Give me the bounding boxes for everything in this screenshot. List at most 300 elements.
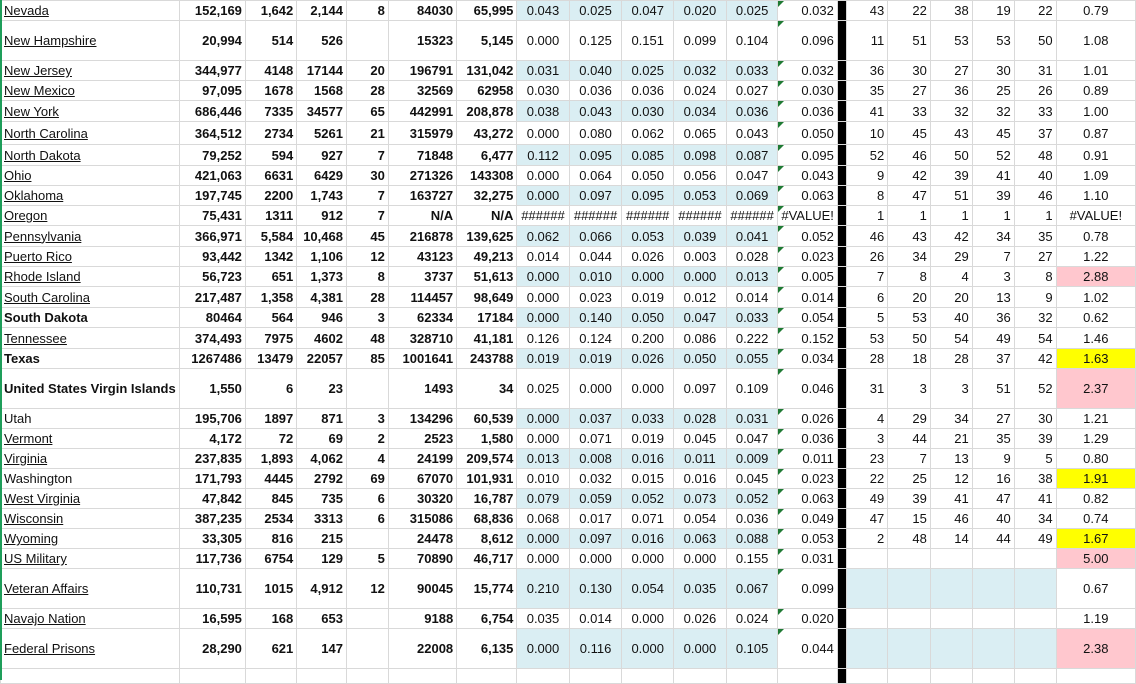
count-cell-3[interactable]: 526 — [297, 21, 347, 61]
count-cell-1[interactable]: 171,793 — [179, 469, 245, 489]
jurisdiction-cell[interactable] — [1, 226, 180, 247]
average-rate-cell[interactable] — [778, 247, 838, 267]
rank-cell-2[interactable] — [888, 549, 931, 569]
rate-cell-1[interactable]: 0.112 — [517, 145, 569, 166]
rank-cell-2[interactable]: 18 — [888, 349, 931, 369]
rank-cell-5[interactable]: 27 — [1014, 247, 1056, 267]
jurisdiction-link[interactable]: Tennessee — [4, 330, 67, 346]
count-cell-4[interactable]: 6 — [346, 489, 388, 509]
count-cell-2[interactable]: 2200 — [245, 186, 296, 206]
count-cell-5[interactable]: 114457 — [388, 287, 456, 308]
rate-cell-3[interactable]: 0.033 — [622, 409, 674, 429]
rank-cell-1[interactable]: 9 — [846, 166, 887, 186]
count-cell-3[interactable]: 4,062 — [297, 449, 347, 469]
rank-cell-4[interactable]: 41 — [972, 166, 1014, 186]
count-cell-5[interactable]: 442991 — [388, 101, 456, 122]
count-cell-4[interactable] — [346, 629, 388, 669]
rate-cell-5[interactable]: 0.041 — [726, 226, 778, 247]
rate-cell-1[interactable]: 0.025 — [517, 369, 569, 409]
count-cell-2[interactable]: 4148 — [245, 61, 296, 81]
rank-cell-3[interactable]: 4 — [930, 267, 972, 287]
rank-cell-5[interactable] — [1014, 669, 1056, 684]
rank-cell-1[interactable] — [846, 669, 887, 684]
rank-cell-4[interactable]: 13 — [972, 287, 1014, 308]
error-indicator-icon[interactable] — [778, 629, 784, 635]
rank-cell-2[interactable]: 50 — [888, 328, 931, 349]
rate-cell-3[interactable]: 0.019 — [622, 287, 674, 308]
rate-cell-2[interactable]: 0.080 — [569, 122, 622, 145]
jurisdiction-cell[interactable] — [1, 81, 180, 101]
rank-cell-2[interactable]: 22 — [888, 1, 931, 21]
rate-cell-4[interactable]: 0.056 — [673, 166, 726, 186]
rate-cell-4[interactable]: 0.000 — [673, 549, 726, 569]
jurisdiction-link[interactable]: Wisconsin — [4, 511, 64, 526]
error-indicator-icon[interactable] — [778, 21, 784, 27]
rate-cell-1[interactable]: 0.000 — [517, 267, 569, 287]
count-cell-1[interactable]: 117,736 — [179, 549, 245, 569]
jurisdiction-link[interactable]: US Military — [4, 551, 67, 566]
average-rate-cell[interactable] — [778, 226, 838, 247]
average-rate-cell[interactable] — [778, 529, 838, 549]
average-rate-cell[interactable] — [778, 569, 838, 609]
count-cell-5[interactable]: 271326 — [388, 166, 456, 186]
rank-cell-4[interactable]: 32 — [972, 101, 1014, 122]
rate-cell-4[interactable]: 0.045 — [673, 429, 726, 449]
rank-cell-5[interactable]: 40 — [1014, 166, 1056, 186]
count-cell-3[interactable]: 1,106 — [297, 247, 347, 267]
count-cell-1[interactable]: 217,487 — [179, 287, 245, 308]
count-cell-3[interactable]: 912 — [297, 206, 347, 226]
count-cell-5[interactable]: 328710 — [388, 328, 456, 349]
rank-cell-4[interactable]: 16 — [972, 469, 1014, 489]
rate-cell-1[interactable]: 0.013 — [517, 449, 569, 469]
rank-cell-2[interactable] — [888, 669, 931, 684]
average-rate-cell[interactable] — [778, 166, 838, 186]
rate-cell-1[interactable]: 0.030 — [517, 81, 569, 101]
count-cell-3[interactable]: 129 — [297, 549, 347, 569]
ratio-cell[interactable]: 1.21 — [1056, 409, 1135, 429]
rate-cell-4[interactable]: 0.034 — [673, 101, 726, 122]
count-cell-4[interactable]: 20 — [346, 61, 388, 81]
rank-cell-3[interactable]: 40 — [930, 308, 972, 328]
rate-cell-1[interactable]: 0.000 — [517, 629, 569, 669]
count-cell-4[interactable]: 45 — [346, 226, 388, 247]
count-cell-5[interactable]: 163727 — [388, 186, 456, 206]
count-cell-2[interactable]: 4445 — [245, 469, 296, 489]
rank-cell-4[interactable]: 25 — [972, 81, 1014, 101]
count-cell-3[interactable]: 1,743 — [297, 186, 347, 206]
average-rate-cell[interactable] — [778, 186, 838, 206]
count-cell-1[interactable]: 1267486 — [179, 349, 245, 369]
count-cell-6[interactable]: 51,613 — [457, 267, 517, 287]
jurisdiction-link[interactable]: Virginia — [4, 451, 48, 466]
rank-cell-5[interactable]: 52 — [1014, 369, 1056, 409]
rate-cell-3[interactable]: 0.000 — [622, 629, 674, 669]
count-cell-4[interactable]: 28 — [346, 287, 388, 308]
rate-cell-3[interactable]: 0.085 — [622, 145, 674, 166]
count-cell-3[interactable]: 735 — [297, 489, 347, 509]
jurisdiction-cell[interactable] — [1, 569, 180, 609]
rate-cell-3[interactable]: 0.000 — [622, 549, 674, 569]
rank-cell-4[interactable]: 27 — [972, 409, 1014, 429]
jurisdiction-cell[interactable] — [1, 101, 180, 122]
count-cell-1[interactable]: 28,290 — [179, 629, 245, 669]
rank-cell-4[interactable]: 1 — [972, 206, 1014, 226]
rate-cell-5[interactable]: 0.105 — [726, 629, 778, 669]
rank-cell-2[interactable]: 53 — [888, 308, 931, 328]
count-cell-2[interactable]: 845 — [245, 489, 296, 509]
rank-cell-3[interactable] — [930, 669, 972, 684]
jurisdiction-cell[interactable] — [1, 529, 180, 549]
rank-cell-4[interactable]: 39 — [972, 186, 1014, 206]
rate-cell-5[interactable]: 0.088 — [726, 529, 778, 549]
rate-cell-3[interactable]: 0.036 — [622, 81, 674, 101]
ratio-cell[interactable]: 2.38 — [1056, 629, 1135, 669]
error-indicator-icon[interactable] — [778, 489, 784, 495]
count-cell-1[interactable]: 195,706 — [179, 409, 245, 429]
rate-cell-5[interactable]: 0.109 — [726, 369, 778, 409]
error-indicator-icon[interactable] — [778, 101, 784, 107]
count-cell-1[interactable]: 33,305 — [179, 529, 245, 549]
count-cell-4[interactable]: 7 — [346, 206, 388, 226]
rate-cell-4[interactable]: 0.039 — [673, 226, 726, 247]
rank-cell-1[interactable]: 36 — [846, 61, 887, 81]
rate-cell-4[interactable]: 0.065 — [673, 122, 726, 145]
rate-cell-3[interactable]: ###### — [622, 206, 674, 226]
count-cell-5[interactable]: 3737 — [388, 267, 456, 287]
average-rate-cell[interactable] — [778, 81, 838, 101]
rank-cell-2[interactable]: 1 — [888, 206, 931, 226]
count-cell-3[interactable]: 3313 — [297, 509, 347, 529]
count-cell-1[interactable]: 16,595 — [179, 609, 245, 629]
rank-cell-4[interactable]: 35 — [972, 429, 1014, 449]
average-rate-cell[interactable] — [778, 509, 838, 529]
rank-cell-1[interactable]: 35 — [846, 81, 887, 101]
jurisdiction-cell[interactable] — [1, 449, 180, 469]
average-rate-cell[interactable] — [778, 349, 838, 369]
rate-cell-2[interactable]: 0.014 — [569, 609, 622, 629]
rate-cell-3[interactable] — [622, 669, 674, 684]
rank-cell-2[interactable]: 44 — [888, 429, 931, 449]
count-cell-1[interactable]: 93,442 — [179, 247, 245, 267]
count-cell-1[interactable]: 47,842 — [179, 489, 245, 509]
count-cell-1[interactable]: 421,063 — [179, 166, 245, 186]
count-cell-2[interactable]: 1,642 — [245, 1, 296, 21]
count-cell-4[interactable]: 28 — [346, 81, 388, 101]
average-rate-cell[interactable] — [778, 449, 838, 469]
rank-cell-1[interactable] — [846, 569, 887, 609]
count-cell-5[interactable]: 134296 — [388, 409, 456, 429]
average-rate-cell[interactable] — [778, 609, 838, 629]
rate-cell-5[interactable]: 0.028 — [726, 247, 778, 267]
count-cell-5[interactable]: 9188 — [388, 609, 456, 629]
rank-cell-3[interactable]: 20 — [930, 287, 972, 308]
rank-cell-5[interactable] — [1014, 609, 1056, 629]
rate-cell-4[interactable]: 0.035 — [673, 569, 726, 609]
rate-cell-5[interactable]: 0.067 — [726, 569, 778, 609]
ratio-cell[interactable]: 1.46 — [1056, 328, 1135, 349]
jurisdiction-cell[interactable] — [1, 669, 180, 684]
rate-cell-5[interactable]: 0.036 — [726, 101, 778, 122]
rate-cell-1[interactable]: 0.126 — [517, 328, 569, 349]
count-cell-3[interactable]: 6429 — [297, 166, 347, 186]
rate-cell-5[interactable]: 0.052 — [726, 489, 778, 509]
ratio-cell[interactable]: 0.78 — [1056, 226, 1135, 247]
count-cell-3[interactable]: 215 — [297, 529, 347, 549]
rank-cell-3[interactable]: 28 — [930, 349, 972, 369]
rate-cell-4[interactable]: 0.054 — [673, 509, 726, 529]
rank-cell-2[interactable]: 27 — [888, 81, 931, 101]
jurisdiction-link[interactable]: New York — [4, 103, 59, 119]
count-cell-1[interactable]: 366,971 — [179, 226, 245, 247]
error-indicator-icon[interactable] — [778, 145, 784, 151]
rank-cell-3[interactable]: 13 — [930, 449, 972, 469]
count-cell-3[interactable]: 1568 — [297, 81, 347, 101]
average-rate-cell[interactable] — [778, 145, 838, 166]
rate-cell-4[interactable]: 0.073 — [673, 489, 726, 509]
rank-cell-4[interactable]: 49 — [972, 328, 1014, 349]
count-cell-2[interactable]: 1,358 — [245, 287, 296, 308]
jurisdiction-cell[interactable] — [1, 509, 180, 529]
jurisdiction-cell[interactable] — [1, 609, 180, 629]
count-cell-5[interactable]: 24478 — [388, 529, 456, 549]
rate-cell-3[interactable]: 0.071 — [622, 509, 674, 529]
jurisdiction-cell[interactable] — [1, 629, 180, 669]
count-cell-1[interactable]: 20,994 — [179, 21, 245, 61]
rate-cell-5[interactable]: 0.222 — [726, 328, 778, 349]
rank-cell-3[interactable]: 27 — [930, 61, 972, 81]
rate-cell-2[interactable]: 0.000 — [569, 369, 622, 409]
rate-cell-5[interactable]: 0.104 — [726, 21, 778, 61]
rate-cell-2[interactable]: 0.000 — [569, 549, 622, 569]
count-cell-2[interactable]: 651 — [245, 267, 296, 287]
rank-cell-4[interactable]: 44 — [972, 529, 1014, 549]
count-cell-2[interactable]: 1015 — [245, 569, 296, 609]
rate-cell-5[interactable] — [726, 669, 778, 684]
rank-cell-1[interactable]: 1 — [846, 206, 887, 226]
rate-cell-5[interactable]: 0.013 — [726, 267, 778, 287]
jurisdiction-link[interactable]: North Dakota — [4, 147, 81, 163]
ratio-cell[interactable]: 1.01 — [1056, 61, 1135, 81]
rank-cell-2[interactable]: 8 — [888, 267, 931, 287]
rank-cell-5[interactable]: 30 — [1014, 409, 1056, 429]
count-cell-1[interactable]: 75,431 — [179, 206, 245, 226]
jurisdiction-cell[interactable] — [1, 369, 180, 409]
rank-cell-3[interactable] — [930, 569, 972, 609]
average-rate-cell[interactable] — [778, 489, 838, 509]
count-cell-1[interactable]: 152,169 — [179, 1, 245, 21]
rank-cell-5[interactable]: 31 — [1014, 61, 1056, 81]
average-rate-cell[interactable] — [778, 409, 838, 429]
count-cell-5[interactable]: 70890 — [388, 549, 456, 569]
rank-cell-4[interactable] — [972, 629, 1014, 669]
count-cell-6[interactable]: 143308 — [457, 166, 517, 186]
rate-cell-5[interactable]: 0.031 — [726, 409, 778, 429]
rank-cell-3[interactable]: 53 — [930, 21, 972, 61]
rank-cell-1[interactable]: 28 — [846, 349, 887, 369]
count-cell-4[interactable] — [346, 369, 388, 409]
rank-cell-5[interactable]: 8 — [1014, 267, 1056, 287]
rate-cell-5[interactable]: 0.043 — [726, 122, 778, 145]
ratio-cell[interactable]: 1.63 — [1056, 349, 1135, 369]
rank-cell-3[interactable] — [930, 609, 972, 629]
rate-cell-1[interactable]: 0.000 — [517, 549, 569, 569]
jurisdiction-cell[interactable] — [1, 429, 180, 449]
count-cell-4[interactable] — [346, 529, 388, 549]
count-cell-6[interactable]: 46,717 — [457, 549, 517, 569]
average-rate-cell[interactable] — [778, 549, 838, 569]
jurisdiction-link[interactable]: South Carolina — [4, 289, 90, 305]
rank-cell-3[interactable] — [930, 549, 972, 569]
count-cell-4[interactable]: 4 — [346, 449, 388, 469]
jurisdiction-cell[interactable] — [1, 206, 180, 226]
rank-cell-5[interactable]: 35 — [1014, 226, 1056, 247]
rate-cell-2[interactable]: 0.044 — [569, 247, 622, 267]
rank-cell-1[interactable]: 5 — [846, 308, 887, 328]
rate-cell-4[interactable]: 0.003 — [673, 247, 726, 267]
rank-cell-3[interactable]: 51 — [930, 186, 972, 206]
rank-cell-5[interactable] — [1014, 569, 1056, 609]
count-cell-3[interactable]: 5261 — [297, 122, 347, 145]
rank-cell-2[interactable]: 30 — [888, 61, 931, 81]
count-cell-4[interactable] — [346, 21, 388, 61]
error-indicator-icon[interactable] — [778, 569, 784, 575]
rate-cell-4[interactable]: 0.016 — [673, 469, 726, 489]
rank-cell-4[interactable]: 19 — [972, 1, 1014, 21]
rate-cell-3[interactable]: 0.030 — [622, 101, 674, 122]
rank-cell-4[interactable]: 51 — [972, 369, 1014, 409]
rate-cell-2[interactable]: 0.032 — [569, 469, 622, 489]
ratio-cell[interactable]: 1.10 — [1056, 186, 1135, 206]
error-indicator-icon[interactable] — [778, 81, 784, 87]
rate-cell-5[interactable]: 0.009 — [726, 449, 778, 469]
ratio-cell[interactable]: 0.91 — [1056, 145, 1135, 166]
rank-cell-1[interactable]: 46 — [846, 226, 887, 247]
rate-cell-5[interactable]: 0.027 — [726, 81, 778, 101]
rank-cell-2[interactable] — [888, 629, 931, 669]
rank-cell-4[interactable]: 47 — [972, 489, 1014, 509]
count-cell-4[interactable]: 8 — [346, 267, 388, 287]
rate-cell-2[interactable]: ###### — [569, 206, 622, 226]
rank-cell-1[interactable] — [846, 549, 887, 569]
error-indicator-icon[interactable] — [778, 287, 784, 293]
rank-cell-5[interactable]: 50 — [1014, 21, 1056, 61]
error-indicator-icon[interactable] — [778, 206, 784, 212]
rank-cell-3[interactable]: 42 — [930, 226, 972, 247]
rate-cell-3[interactable]: 0.047 — [622, 1, 674, 21]
rate-cell-4[interactable]: 0.024 — [673, 81, 726, 101]
count-cell-3[interactable]: 4602 — [297, 328, 347, 349]
rate-cell-4[interactable]: 0.011 — [673, 449, 726, 469]
error-indicator-icon[interactable] — [778, 469, 784, 475]
count-cell-3[interactable] — [297, 669, 347, 684]
rate-cell-2[interactable]: 0.043 — [569, 101, 622, 122]
count-cell-5[interactable]: 2523 — [388, 429, 456, 449]
jurisdiction-cell[interactable] — [1, 166, 180, 186]
rate-cell-4[interactable]: 0.098 — [673, 145, 726, 166]
count-cell-1[interactable]: 1,550 — [179, 369, 245, 409]
rate-cell-4[interactable]: 0.063 — [673, 529, 726, 549]
count-cell-3[interactable]: 871 — [297, 409, 347, 429]
rank-cell-3[interactable]: 38 — [930, 1, 972, 21]
rate-cell-5[interactable]: 0.045 — [726, 469, 778, 489]
rank-cell-3[interactable]: 32 — [930, 101, 972, 122]
ratio-cell[interactable]: 1.67 — [1056, 529, 1135, 549]
rank-cell-1[interactable]: 41 — [846, 101, 887, 122]
count-cell-6[interactable]: 131,042 — [457, 61, 517, 81]
rate-cell-2[interactable]: 0.059 — [569, 489, 622, 509]
rate-cell-2[interactable]: 0.017 — [569, 509, 622, 529]
count-cell-1[interactable]: 344,977 — [179, 61, 245, 81]
rate-cell-3[interactable]: 0.000 — [622, 609, 674, 629]
jurisdiction-cell[interactable] — [1, 308, 180, 328]
rate-cell-1[interactable]: 0.079 — [517, 489, 569, 509]
rank-cell-1[interactable]: 47 — [846, 509, 887, 529]
rate-cell-5[interactable]: 0.069 — [726, 186, 778, 206]
count-cell-2[interactable]: 514 — [245, 21, 296, 61]
rank-cell-4[interactable]: 34 — [972, 226, 1014, 247]
rank-cell-1[interactable]: 52 — [846, 145, 887, 166]
rate-cell-2[interactable]: 0.023 — [569, 287, 622, 308]
rate-cell-1[interactable]: 0.043 — [517, 1, 569, 21]
count-cell-3[interactable]: 69 — [297, 429, 347, 449]
ratio-cell[interactable] — [1056, 669, 1135, 684]
rate-cell-2[interactable]: 0.124 — [569, 328, 622, 349]
rate-cell-5[interactable]: 0.087 — [726, 145, 778, 166]
jurisdiction-cell[interactable] — [1, 349, 180, 369]
rate-cell-4[interactable]: 0.050 — [673, 349, 726, 369]
rank-cell-2[interactable]: 39 — [888, 489, 931, 509]
rate-cell-2[interactable]: 0.095 — [569, 145, 622, 166]
rank-cell-2[interactable]: 43 — [888, 226, 931, 247]
count-cell-5[interactable]: 67070 — [388, 469, 456, 489]
rate-cell-1[interactable]: 0.000 — [517, 186, 569, 206]
rate-cell-2[interactable]: 0.071 — [569, 429, 622, 449]
rank-cell-5[interactable]: 1 — [1014, 206, 1056, 226]
jurisdiction-cell[interactable] — [1, 489, 180, 509]
rate-cell-2[interactable]: 0.140 — [569, 308, 622, 328]
average-rate-cell[interactable] — [778, 429, 838, 449]
rank-cell-3[interactable]: 46 — [930, 509, 972, 529]
rank-cell-1[interactable]: 8 — [846, 186, 887, 206]
jurisdiction-cell[interactable] — [1, 267, 180, 287]
count-cell-2[interactable]: 1,893 — [245, 449, 296, 469]
average-rate-cell[interactable] — [778, 101, 838, 122]
rate-cell-1[interactable]: ###### — [517, 206, 569, 226]
rate-cell-3[interactable]: 0.000 — [622, 267, 674, 287]
rank-cell-1[interactable] — [846, 609, 887, 629]
error-indicator-icon[interactable] — [778, 166, 784, 172]
count-cell-2[interactable]: 13479 — [245, 349, 296, 369]
rank-cell-4[interactable]: 7 — [972, 247, 1014, 267]
rank-cell-5[interactable]: 22 — [1014, 1, 1056, 21]
count-cell-6[interactable]: 1,580 — [457, 429, 517, 449]
count-cell-4[interactable]: 21 — [346, 122, 388, 145]
count-cell-1[interactable]: 237,835 — [179, 449, 245, 469]
count-cell-6[interactable]: 41,181 — [457, 328, 517, 349]
rank-cell-4[interactable] — [972, 549, 1014, 569]
count-cell-5[interactable]: 24199 — [388, 449, 456, 469]
count-cell-6[interactable]: 243788 — [457, 349, 517, 369]
average-rate-cell[interactable] — [778, 308, 838, 328]
rate-cell-5[interactable]: 0.055 — [726, 349, 778, 369]
rate-cell-1[interactable] — [517, 669, 569, 684]
rank-cell-2[interactable]: 33 — [888, 101, 931, 122]
rate-cell-5[interactable]: 0.036 — [726, 509, 778, 529]
rate-cell-5[interactable]: 0.155 — [726, 549, 778, 569]
rank-cell-4[interactable]: 40 — [972, 509, 1014, 529]
rank-cell-4[interactable]: 36 — [972, 308, 1014, 328]
